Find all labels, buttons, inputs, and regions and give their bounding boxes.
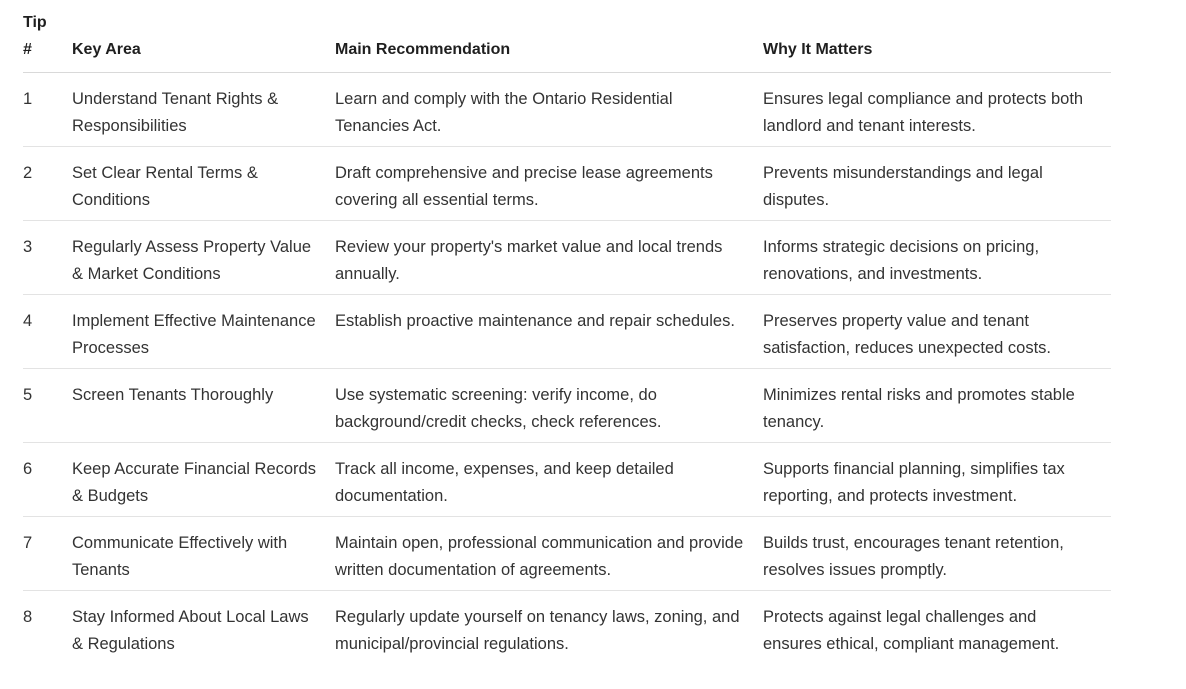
why-cell: Protects against legal challenges and ensures ethical, compliant management. xyxy=(763,607,1060,653)
tips-table-container xyxy=(23,8,1111,664)
key-area-cell: Set Clear Rental Terms & Conditions xyxy=(72,146,335,220)
table-row xyxy=(23,368,1111,442)
tip-number: 3 xyxy=(23,220,72,294)
header-key-area-label: Key Area xyxy=(72,40,141,58)
table-row xyxy=(23,590,1111,664)
tip-number: 5 xyxy=(23,368,72,442)
why-cell: Informs strategic decisions on pricing, renovations, and investments. xyxy=(763,220,1111,294)
header-recommendation-label: Main Recommendation xyxy=(335,40,511,58)
key-area-cell: Keep Accurate Financial Records & Budgets xyxy=(72,442,335,516)
why-cell: Ensures legal compliance and protects both landlord and tenant interests. xyxy=(763,72,1111,146)
recommendation-cell: Use systematic screening: verify income, do background/credit checks, check references. xyxy=(335,368,763,442)
recommendation-cell: Regularly update yourself on tenancy laws, zoning, and municipal/provincial regulations. xyxy=(335,607,740,653)
tip-number: 2 xyxy=(23,146,72,220)
header-why-label: Why It Matters xyxy=(763,40,873,58)
header-tip xyxy=(23,8,72,72)
why-cell: Minimizes rental risks and promotes stable tenancy. xyxy=(763,368,1111,442)
key-area-cell: Implement Effective Maintenance Processes xyxy=(72,294,335,368)
table-row xyxy=(23,294,1111,368)
table-row xyxy=(23,72,1111,146)
recommendation-cell: Draft comprehensive and precise lease agreements covering all essential terms. xyxy=(335,146,763,220)
tip-number: 7 xyxy=(23,516,72,590)
header-tip-label: Tip # xyxy=(23,13,47,58)
recommendation-cell: Track all income, expenses, and keep detailed documentation. xyxy=(335,442,763,516)
header-key-area xyxy=(72,8,335,72)
why-cell: Builds trust, encourages tenant retention, resolves issues promptly. xyxy=(763,516,1111,590)
table-row xyxy=(23,442,1111,516)
key-area-cell: Screen Tenants Thoroughly xyxy=(72,368,335,442)
header-why xyxy=(763,8,1111,72)
recommendation-cell: Review your property's market value and local trends annually. xyxy=(335,220,763,294)
table-header xyxy=(23,8,1111,72)
why-cell: Supports financial planning, simplifies tax reporting, and protects investment. xyxy=(763,442,1111,516)
header-row xyxy=(23,8,1111,72)
key-area-cell: Stay Informed About Local Laws & Regulations xyxy=(72,607,309,653)
key-area-cell: Communicate Effectively with Tenants xyxy=(72,516,335,590)
tip-number: 6 xyxy=(23,442,72,516)
key-area-cell: Regularly Assess Property Value & Market Conditions xyxy=(72,220,335,294)
key-area-cell: Understand Tenant Rights & Responsibilities xyxy=(72,72,335,146)
tip-number: 4 xyxy=(23,294,72,368)
tips-table xyxy=(23,8,1111,664)
tip-number: 1 xyxy=(23,72,72,146)
header-recommendation xyxy=(335,8,763,72)
table-row xyxy=(23,516,1111,590)
why-cell: Prevents misunderstandings and legal disputes. xyxy=(763,146,1111,220)
tip-number: 8 xyxy=(23,607,33,626)
recommendation-cell: Learn and comply with the Ontario Residential Tenancies Act. xyxy=(335,72,763,146)
table-body xyxy=(23,72,1111,664)
table-row xyxy=(23,220,1111,294)
table-row xyxy=(23,146,1111,220)
recommendation-cell: Maintain open, professional communication and provide written documentation of agreements. xyxy=(335,516,763,590)
why-cell: Preserves property value and tenant satisfaction, reduces unexpected costs. xyxy=(763,294,1111,368)
recommendation-cell: Establish proactive maintenance and repair schedules. xyxy=(335,294,763,368)
